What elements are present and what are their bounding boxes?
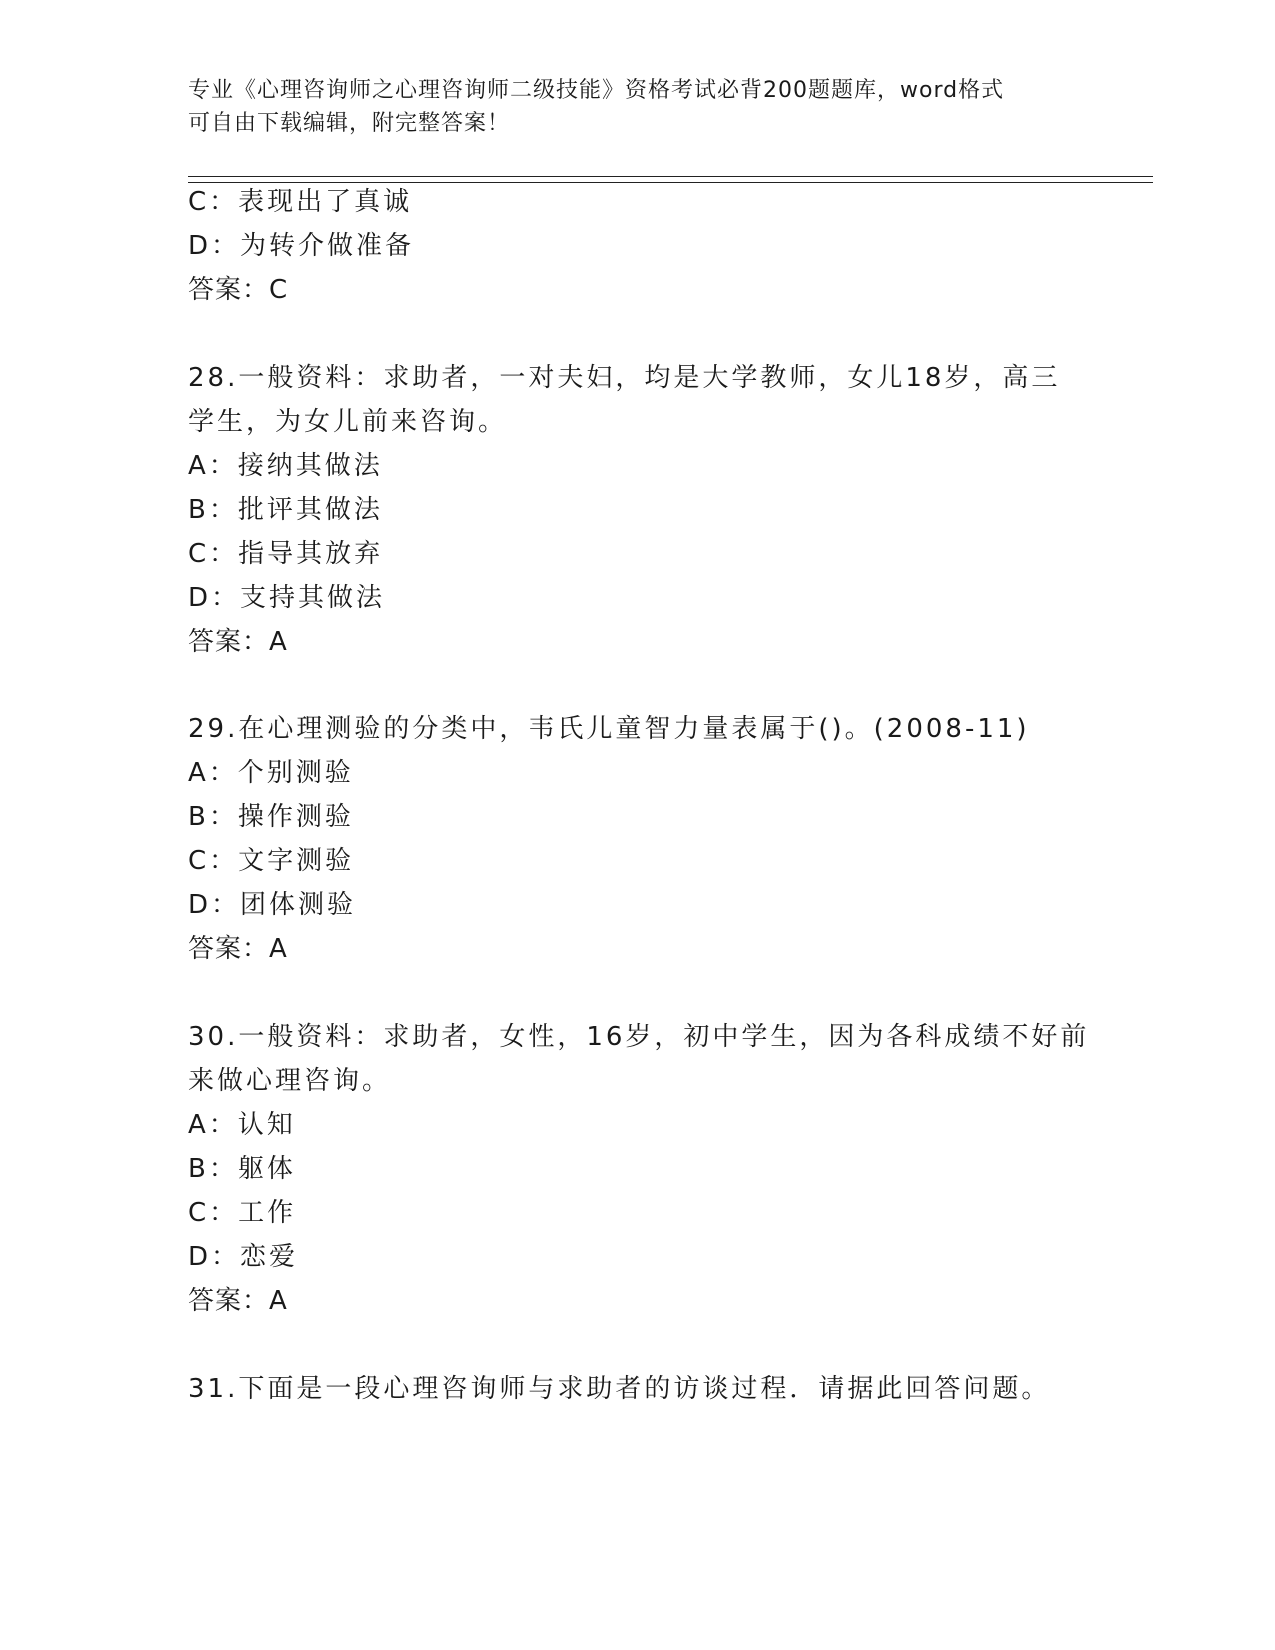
- q29-option-d: D：团体测验: [188, 890, 357, 920]
- q27-answer: 答案：C: [188, 275, 289, 305]
- q30-option-c: C：工作: [188, 1198, 297, 1228]
- q29-option-a: A：个别测验: [188, 758, 354, 788]
- q31-stem-line-1: 31.下面是一段心理咨询师与求助者的访谈过程．请据此回答问题。: [188, 1374, 1051, 1404]
- header-rule-top: [188, 176, 1153, 177]
- q27-option-c: C：表现出了真诚: [188, 187, 413, 217]
- q29-option-b: B：操作测验: [188, 802, 354, 832]
- q30-option-a: A：认知: [188, 1110, 296, 1140]
- header-line-2: 可自由下载编辑，附完整答案！: [188, 111, 511, 136]
- q30-stem-line-1: 30.一般资料：求助者，女性，16岁，初中学生，因为各科成绩不好前: [188, 1022, 1090, 1052]
- q30-stem-line-2: 来做心理咨询。: [188, 1066, 392, 1096]
- header-rule-bottom: [188, 182, 1153, 183]
- q28-answer: 答案：A: [188, 627, 288, 657]
- q28-option-c: C：指导其放弃: [188, 539, 384, 569]
- q28-option-a: A：接纳其做法: [188, 451, 383, 481]
- q28-option-d: D：支持其做法: [188, 583, 386, 613]
- q30-option-b: B：躯体: [188, 1154, 296, 1184]
- q30-option-d: D：恋爱: [188, 1242, 299, 1272]
- q27-option-d: D：为转介做准备: [188, 231, 415, 261]
- q29-answer: 答案：A: [188, 934, 288, 964]
- q28-option-b: B：批评其做法: [188, 495, 383, 525]
- q30-answer: 答案：A: [188, 1286, 288, 1316]
- q29-stem-line-1: 29.在心理测验的分类中，韦氏儿童智力量表属于()。(2008-11): [188, 714, 1030, 744]
- page-header: [188, 74, 1088, 140]
- q29-option-c: C：文字测验: [188, 846, 355, 876]
- q28-stem-line-2: 学生，为女儿前来咨询。: [188, 407, 508, 437]
- q28-stem-line-1: 28.一般资料：求助者，一对夫妇，均是大学教师，女儿18岁，高三: [188, 363, 1061, 393]
- header-line-1: 专业《心理咨询师之心理咨询师二级技能》资格考试必背200题题库，word格式: [188, 78, 1005, 103]
